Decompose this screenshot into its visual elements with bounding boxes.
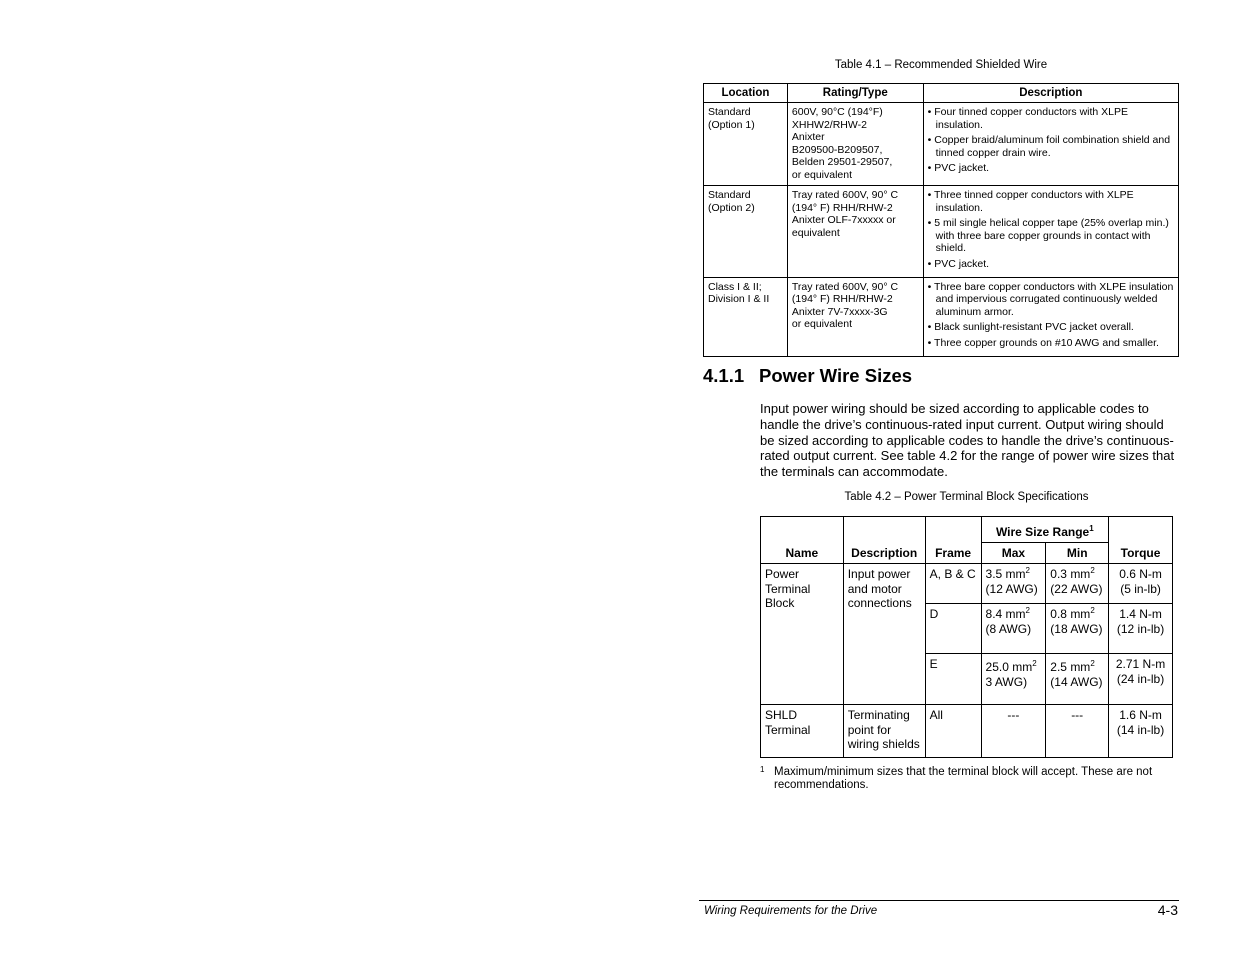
max-cell (981, 654, 1046, 705)
bullet-item: • Three tinned copper conductors with XLPE insulation. (927, 189, 1134, 214)
column-header-description: Description (923, 84, 1178, 103)
cell-line: (5 in-lb) (1120, 581, 1161, 596)
table-row (761, 564, 1173, 604)
squared-mark: 2 (1090, 659, 1095, 668)
size-value: 2.5 mm (1050, 660, 1091, 674)
cell-line: SHLD (765, 708, 798, 722)
location-cell (704, 186, 788, 278)
cell-line: Tray rated 600V, 90° C (791, 189, 899, 201)
frame-cell: A, B & C (925, 564, 981, 604)
cell-line: Power (765, 567, 800, 581)
cell-line: Standard (708, 106, 751, 118)
column-header-frame: Frame (925, 517, 981, 564)
column-header-torque: Torque (1109, 517, 1173, 564)
description-cell (923, 186, 1178, 278)
cell-line: (14 AWG) (1050, 674, 1103, 689)
size-value: 25.0 mm (985, 660, 1033, 674)
min-cell: --- (1046, 705, 1109, 758)
size-value: 0.3 mm (1050, 567, 1091, 581)
squared-mark: 2 (1025, 606, 1030, 615)
cell-line: 3 AWG) (985, 674, 1028, 689)
cell-line: Anixter OLF-7xxxxx or (791, 214, 896, 227)
cell-line: Tray rated 600V, 90° C (791, 280, 899, 293)
size-value: 3.5 mm (985, 567, 1026, 581)
page-number: 4-3 (1157, 902, 1178, 918)
table-row (704, 186, 1179, 278)
table-row (704, 103, 1179, 186)
cell-line: (12 in-lb) (1116, 621, 1165, 636)
cell-line: and motor (847, 581, 902, 596)
cell-line (1050, 660, 1104, 675)
torque-cell (1109, 705, 1173, 758)
cell-line (986, 567, 1042, 582)
cell-line (1050, 607, 1104, 622)
column-header-name: Name (761, 517, 844, 564)
squared-mark: 2 (1032, 659, 1037, 668)
table-header-row (761, 517, 1173, 543)
cell-line: Belden 29501-29507, (791, 156, 893, 169)
max-cell (981, 564, 1046, 604)
name-cell (761, 564, 844, 705)
frame-cell: E (925, 654, 981, 705)
name-cell (761, 705, 844, 758)
cell-line: 1.6 N-m (1119, 708, 1162, 722)
cell-line (1050, 567, 1104, 582)
cell-line: equivalent (791, 226, 840, 239)
min-cell (1046, 654, 1109, 705)
section-title: Power Wire Sizes (759, 365, 913, 386)
column-header-max: Max (981, 543, 1046, 564)
cell-line: (22 AWG) (1050, 581, 1103, 596)
wire-size-range-label: Wire Size Range (995, 525, 1090, 539)
cell-line: wiring shields (847, 737, 920, 751)
description-cell (843, 705, 925, 758)
cell-line: Terminating (847, 708, 910, 722)
torque-cell (1109, 564, 1173, 604)
cell-line: (18 AWG) (1050, 621, 1103, 636)
cell-line: 1.4 N-m (1119, 607, 1162, 621)
section-number: 4.1.1 (703, 365, 745, 386)
description-cell (923, 103, 1178, 186)
rating-cell (787, 277, 923, 356)
cell-line (986, 660, 1042, 675)
cell-line: (194° F) RHH/RHW-2 (791, 293, 893, 306)
bullet-item: • Black sunlight-resistant PVC jacket overall. (927, 321, 1134, 334)
footer-chapter-title: Wiring Requirements for the Drive (704, 905, 878, 917)
cell-line: or equivalent (791, 318, 853, 331)
rating-cell (787, 103, 923, 186)
min-cell (1046, 564, 1109, 604)
squared-mark: 2 (1090, 606, 1095, 615)
cell-line: XHHW2/RHW-2 (791, 118, 867, 131)
bullet-item: • Three bare copper conductors with XLPE insulation and impervious corrugated continuously welded aluminum armor. (927, 280, 1174, 318)
footnote-mark: 1 (760, 765, 765, 774)
column-header-wire-size-range (981, 517, 1109, 543)
cell-line: 0.6 N-m (1119, 567, 1162, 581)
table-row (761, 705, 1173, 758)
cell-line: Class I & II; (708, 280, 762, 293)
bullet-item: • Three copper grounds on #10 AWG and smaller. (927, 336, 1159, 349)
cell-line: point for (847, 722, 892, 737)
location-cell (704, 277, 788, 356)
rating-cell (787, 186, 923, 278)
size-value: 0.8 mm (1050, 607, 1091, 621)
cell-line: Input power (847, 567, 911, 581)
section-heading (703, 365, 912, 387)
cell-line: B209500-B209507, (791, 143, 883, 156)
cell-line: (194° F) RHH/RHW-2 (791, 201, 893, 214)
footnote-reference: 1 (1089, 524, 1094, 533)
cell-line: (8 AWG) (985, 621, 1032, 636)
cell-line: Anixter 7V-7xxxx-3G (791, 305, 888, 318)
bullet-item: • Four tinned copper conductors with XLPE insulation. (927, 106, 1129, 131)
torque-cell (1109, 654, 1173, 705)
squared-mark: 2 (1090, 566, 1095, 575)
bullet-item: • Copper braid/aluminum foil combination shield and tinned copper drain wire. (927, 134, 1171, 159)
bullet-item: • PVC jacket. (927, 257, 990, 270)
frame-cell: All (925, 705, 981, 758)
column-header-rating: Rating/Type (787, 84, 923, 103)
column-header-location: Location (704, 84, 788, 103)
cell-line: Terminal Block (765, 581, 811, 610)
cell-line: Standard (708, 189, 751, 201)
torque-cell (1109, 604, 1173, 654)
table-footnote (760, 766, 1180, 792)
table-row (704, 277, 1179, 356)
bullet-item: • PVC jacket. (927, 162, 990, 175)
cell-line (986, 607, 1042, 622)
cell-line: (12 AWG) (985, 581, 1038, 596)
description-cell (923, 277, 1178, 356)
min-cell (1046, 604, 1109, 654)
cell-line: (14 in-lb) (1116, 722, 1165, 737)
shielded-wire-table (703, 83, 1179, 357)
table-4-2-caption: Table 4.2 – Power Terminal Block Specifications (844, 491, 1089, 503)
cell-line: 2.71 N-m (1115, 657, 1166, 671)
column-header-description: Description (843, 517, 925, 564)
power-terminal-table (760, 516, 1173, 758)
cell-line: (Option 1) (708, 118, 755, 131)
max-cell: --- (981, 705, 1046, 758)
bullet-item: • 5 mil single helical copper tape (25% overlap min.) with three bare copper grounds in contact with shield. (927, 217, 1169, 255)
cell-line: connections (847, 596, 912, 610)
table-4-1-caption: Table 4.1 – Recommended Shielded Wire (834, 59, 1048, 71)
cell-line: Anixter (791, 131, 825, 144)
cell-line: 600V, 90°C (194°F) (791, 106, 883, 118)
description-cell (843, 564, 925, 705)
max-cell (981, 604, 1046, 654)
cell-line: Division I & II (708, 293, 770, 306)
cell-line: (24 in-lb) (1116, 671, 1165, 686)
table-header-row (704, 84, 1179, 103)
body-paragraph: Input power wiring should be sized according to applicable codes to handle the drive’s continuous-rated input current. Output wiring should be sized according to applicable codes to handle the drive’s continuous-rated output current. See table 4.2 for the range of power wire sizes that the terminals can accommodate. (760, 401, 1175, 480)
size-value: 8.4 mm (985, 607, 1026, 621)
cell-line: Terminal (765, 722, 811, 737)
cell-line: (Option 2) (708, 201, 755, 214)
cell-line: or equivalent (791, 168, 853, 181)
footer-divider (699, 900, 1179, 901)
column-header-min: Min (1046, 543, 1109, 564)
location-cell (704, 103, 788, 186)
squared-mark: 2 (1025, 566, 1030, 575)
footnote-text: Maximum/minimum sizes that the terminal block will accept. These are not recommendations. (774, 766, 1153, 791)
frame-cell: D (925, 604, 981, 654)
